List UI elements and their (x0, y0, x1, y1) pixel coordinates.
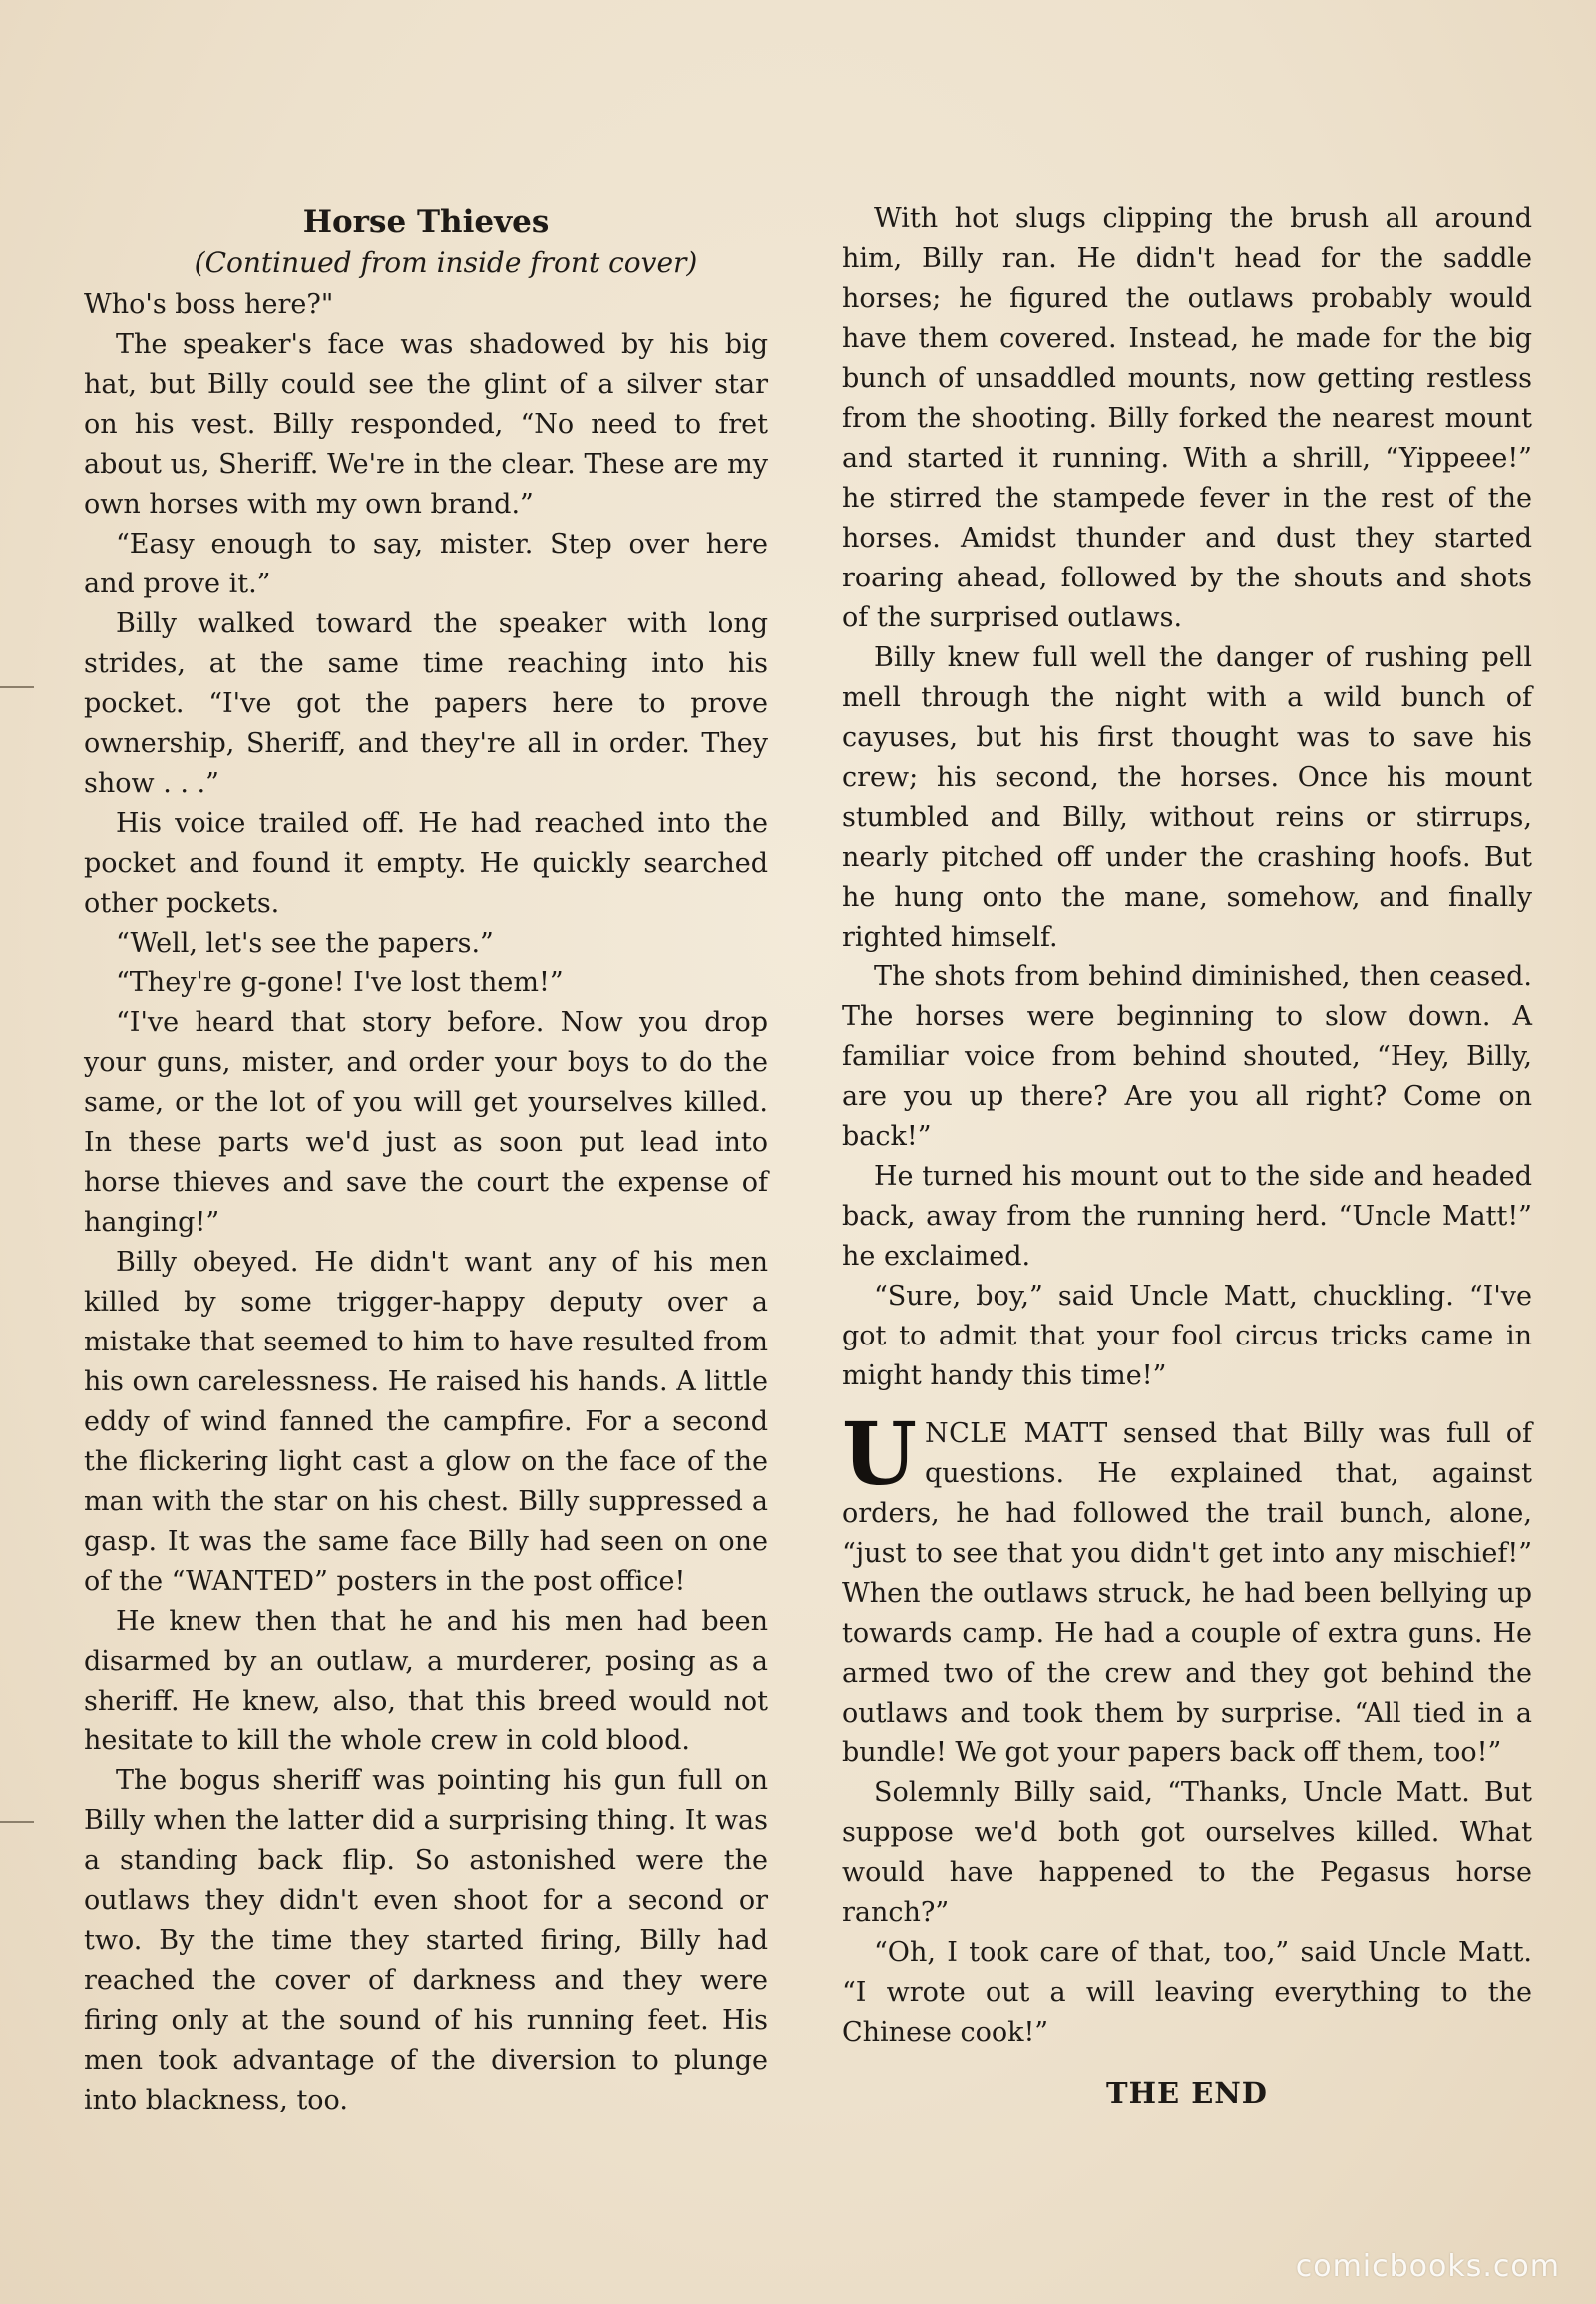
paragraph: “They're g-gone! I've lost them!” (116, 967, 564, 998)
closing-paragraphs (842, 1773, 1532, 2053)
dropcap-initial: U (842, 1404, 917, 1505)
paragraph: Who's boss here?" (84, 289, 334, 320)
paragraph: The speaker's face was shadowed by his big hat, but Billy could see the glint of a silver star on his vest. Billy responded, “No need to fret about us, Sheriff. We're in the clear. These are my own horses with my own brand.” (84, 329, 768, 520)
paragraph: The shots from behind diminished, then ceased. The horses were beginning to slow down. A familiar voice from behind shouted, “Hey, Billy, are you up there? Are you all right? Come on back!” (842, 961, 1532, 1152)
story-subtitle: (Continued from inside front cover) (194, 246, 698, 279)
paragraph: “Easy enough to say, mister. Step over here and prove it.” (84, 529, 768, 599)
site-watermark: comicbooks.com (1295, 2249, 1560, 2284)
paragraph: The bogus sheriff was pointing his gun full on Billy when the latter did a surprising thing. It was a standing back flip. So astonished were the outlaws they didn't even shoot for a second or two. By the time they started firing, Billy had reached the cover of darkness and they were firing only at the sound of his running feet. His men took advantage of the diversion to plunge into blackness, too. (84, 1765, 768, 2115)
paragraph: “Well, let's see the papers.” (116, 928, 494, 959)
right-column (842, 199, 1532, 2112)
paragraph: His voice trailed off. He had reached into the pocket and found it empty. He quickly searched other pockets. (84, 808, 768, 919)
paragraph: Billy knew full well the danger of rushing pell mell through the night with a wild bunch of cayuses, but his first thought was to save his crew; his second, the horses. Once his mount stumbled and Billy, without reins or stirrups, nearly pitched off under the crashing hoofs. But he hung onto the mane, somehow, and finally righted himself. (842, 642, 1532, 953)
dropcap-lead: NCLE MATT (925, 1418, 1108, 1449)
paragraph: “I've heard that story before. Now you drop your guns, mister, and order your boys to do the same, or the lot of you will get yourselves killed. In these parts we'd just as soon put lead into horse thieves and save the court the expense of hanging!” (84, 1007, 768, 1238)
right-paragraphs (842, 199, 1532, 1396)
paragraph: “Sure, boy,” said Uncle Matt, chuckling. “I've got to admit that your fool circus tricks came in might handy this time!” (842, 1281, 1532, 1391)
paragraph: Billy walked toward the speaker with long strides, at the same time reaching into his pocket. “I've got the papers here to prove ownership, Sheriff, and they're all in order. They show . . .” (84, 608, 768, 799)
story-title: Horse Thieves (302, 204, 550, 240)
paragraph: He turned his mount out to the side and headed back, away from the running herd. “Uncle Matt!” he exclaimed. (842, 1161, 1532, 1272)
paragraph: With hot slugs clipping the brush all around him, Billy ran. He didn't head for the saddle horses; he figured the outlaws probably would have them covered. Instead, he made for the big bunch of unsaddled mounts, now getting restless from the shooting. Billy forked the nearest mount and started it running. With a shrill, “Yippeee!” he stirred the stampede fever in the rest of the horses. Amidst thunder and dust they started roaring ahead, followed by the shouts and shots of the surprised outlaws. (842, 203, 1532, 633)
paragraph: Billy obeyed. He didn't want any of his men killed by some trigger-happy deputy over a mistake that seemed to him to have resulted from his own carelessness. He raised his hands. A little eddy of wind fanned the campfire. For a second the flickering light cast a glow on the face of the man with the star on his chest. Billy suppressed a gasp. It was the same face Billy had seen on one of the “WANTED” posters in the post office! (84, 1247, 768, 1597)
left-column (84, 195, 768, 2120)
dropcap-paragraph (842, 1404, 1532, 1773)
the-end-label: THE END (1106, 2076, 1268, 2110)
page-edge-mark (0, 686, 34, 688)
left-paragraphs (84, 285, 768, 2120)
dropcap-body: sensed that Billy was full of questions. He explained that, against orders, he had followed the trail bunch, alone, “just to see that you didn't get into any mischief!” When the outlaws struck, he had been bellying up towards camp. He had a couple of extra guns. He armed two of the crew and they got behind the outlaws and took them by surprise. “All tied in a bundle! We got your papers back off them, too!” (842, 1418, 1532, 1768)
page-edge-mark (0, 1821, 34, 1823)
paragraph: “Oh, I took care of that, too,” said Uncle Matt. “I wrote out a will leaving everything to the Chinese cook!” (842, 1937, 1532, 2048)
paragraph: Solemnly Billy said, “Thanks, Uncle Matt. But suppose we'd both got ourselves killed. What would have happened to the Pegasus horse ranch?” (842, 1777, 1532, 1928)
paragraph: He knew then that he and his men had been disarmed by an outlaw, a murderer, posing as a sheriff. He knew, also, that this breed would not hesitate to kill the whole crew in cold blood. (84, 1606, 768, 1756)
